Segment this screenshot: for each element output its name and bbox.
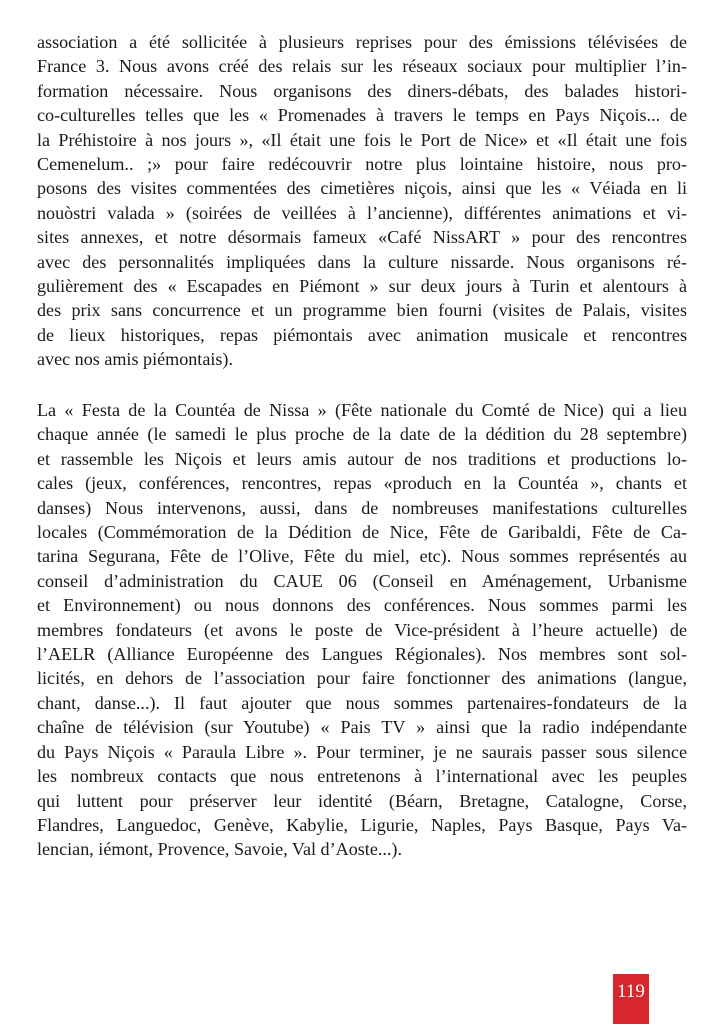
text-line: et Environnement) ou nous donnons des conférences. Nous sommes parmi les	[37, 595, 687, 616]
text-line: sites annexes, et notre désormais fameux «Café NissART » pour des rencontres	[37, 227, 687, 248]
text-line: la Préhistoire à nos jours », «Il était une fois le Port de Nice» et «Il était une fois	[37, 129, 687, 150]
text-line: du Pays Niçois « Paraula Libre ». Pour terminer, je ne saurais passer sous silence	[37, 741, 687, 762]
text-line: avec des personnalités impliquées dans la culture nissarde. Nous organisons ré-	[37, 251, 687, 272]
text-line: licités, en dehors de l’association pour faire fonctionner des animations (langue,	[37, 668, 687, 689]
text-line: chant, danse...). Il faut ajouter que nous sommes partenaires-fondateurs de la	[37, 692, 687, 713]
text-line: chaque année (le samedi le plus proche de la date de la dédition du 28 septembre)	[37, 424, 687, 445]
text-line: les nombreux contacts que nous entretenons à l’international avec les peuples	[37, 766, 687, 787]
text-line: conseil d’administration du CAUE 06 (Conseil en Aménagement, Urbanisme	[37, 570, 687, 591]
text-line: co-culturelles telles que les « Promenades à travers le temps en Pays Niçois... de	[37, 105, 687, 126]
text-line: tarina Segurana, Fête de l’Olive, Fête du miel, etc). Nous sommes représentés au	[37, 546, 687, 567]
text-line: France 3. Nous avons créé des relais sur les réseaux sociaux pour multiplier l’in-	[37, 56, 687, 77]
text-line: Cemenelum.. ;» pour faire redécouvrir notre plus lointaine histoire, nous pro-	[37, 154, 687, 175]
text-line: lencian, iémont, Provence, Savoie, Val d’Aoste...).	[37, 839, 402, 860]
text-line: l’AELR (Alliance Européenne des Langues Régionales). Nos membres sont sol-	[37, 644, 687, 665]
text-line: nouòstri valada » (soirées de veillées à l’ancienne), différentes animations et vi-	[37, 202, 687, 223]
text-line: chaîne de télévision (sur Youtube) « Pais TV » ainsi que la radio indépendante	[37, 717, 687, 738]
text-line: des prix sans concurrence et un programme bien fourni (visites de Palais, visites	[37, 300, 687, 321]
text-line: La « Festa de la Countéa de Nissa » (Fête nationale du Comté de Nice) qui a lieu	[37, 400, 687, 420]
text-line: cales (jeux, conférences, rencontres, repas «produch en la Countéa », chants et	[37, 473, 687, 494]
text-line: de lieux historiques, repas piémontais avec animation musicale et rencontres	[37, 324, 687, 345]
text-line: danses) Nous intervenons, aussi, dans de nombreuses manifestations culturelles	[37, 497, 687, 518]
text-line: qui luttent pour préserver leur identité (Béarn, Bretagne, Catalogne, Corse,	[37, 790, 687, 811]
text-line: association a été sollicitée à plusieurs reprises pour des émissions télévisées de	[37, 32, 687, 52]
text-line: membres fondateurs (et avons le poste de Vice-président à l’heure actuelle) de	[37, 619, 687, 640]
text-line: Flandres, Languedoc, Genève, Kabylie, Ligurie, Naples, Pays Basque, Pays Va-	[37, 814, 687, 835]
paragraph-festa-countea	[37, 398, 687, 862]
text-line: locales (Commémoration de la Dédition de Nice, Fête de Garibaldi, Fête de Ca-	[37, 522, 687, 543]
text-line: avec nos amis piémontais).	[37, 349, 233, 370]
page-number-badge: 119	[613, 974, 649, 1024]
paragraph-association-activities	[37, 30, 687, 372]
text-line: gulièrement des « Escapades en Piémont » sur deux jours à Turin et alentours à	[37, 276, 687, 297]
text-line: formation nécessaire. Nous organisons des diners-débats, des balades histori-	[37, 80, 687, 101]
text-line: et rassemble les Niçois et leurs amis autour de nos traditions et productions lo-	[37, 448, 687, 469]
text-line: posons des visites commentées des cimetières niçois, ainsi que les « Véiada en li	[37, 178, 687, 199]
